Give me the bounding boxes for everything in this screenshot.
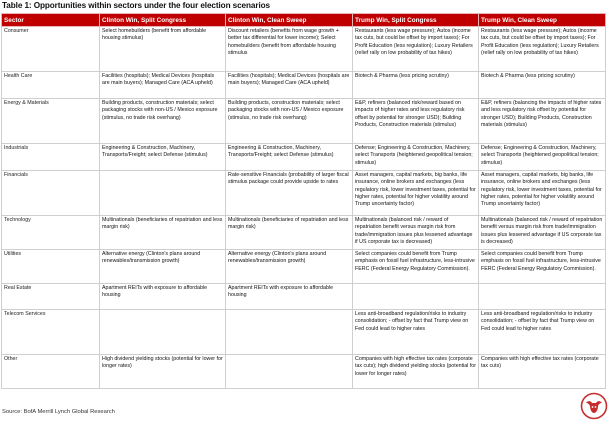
table-row xyxy=(2,216,606,250)
trump-sweep-cell: Companies with high effective tax rates (corporate tax cuts) xyxy=(479,355,606,389)
trump-sweep-cell: Select companies could benefit from Trump emphasis on fossil fuel infrastructure, less-intrusive FERC (Federal Energy Regulatory Commission). xyxy=(479,250,606,284)
clinton-sweep-cell xyxy=(226,355,353,389)
clinton-sweep-cell xyxy=(226,310,353,355)
trump-split-cell: Multinationals (balanced risk / reward of repatriation benefit versus margin risk from trade/immigration issues plus lessened advantage if US corporate tax is decreased) xyxy=(353,216,479,250)
clinton-split-cell xyxy=(100,310,226,355)
table-title: Table 1: Opportunities within sectors under the four election scenarios xyxy=(2,1,270,10)
sector-cell: Financials xyxy=(2,171,100,216)
table-row xyxy=(2,99,606,144)
table-row xyxy=(2,355,606,389)
clinton-split-cell xyxy=(100,171,226,216)
trump-split-cell: E&P, refiners (balanced risk/reward based on impacts of higher rates and less regulatory risk offset by potential for stronger USD); Building Products, Construction materials (stimulus) xyxy=(353,99,479,144)
trump-sweep-cell: Multinationals (balanced risk / reward of repatriation benefit versus margin risk from trade/immigration issues plus lessened advantage if US corporate tax is decreased) xyxy=(479,216,606,250)
clinton-sweep-cell: Engineering & Construction, Machinery, Transports/Freight; select Defense (stimulus) xyxy=(226,144,353,171)
header-trump-split: Trump Win, Split Congress xyxy=(353,14,479,27)
clinton-sweep-cell: Multinationals (beneficiaries of repatriation and less margin risk) xyxy=(226,216,353,250)
trump-split-cell: Restaurants (less wage pressure); Autos (income tax cuts, but could be offset by import taxes); For Profit Education (less regulation); Luxury Retailers (relief rally on low probability of tax hikes) xyxy=(353,27,479,72)
trump-split-cell: Companies with high effective tax rates (corporate tax cuts); high dividend yielding stocks (potential for lower for longer rates) xyxy=(353,355,479,389)
trump-sweep-cell: Less anti-broadband regulation/risks to industry consolidation; - offset by fact that Trump view on Fed could lead to higher rates xyxy=(479,310,606,355)
sector-cell: Telecom Services xyxy=(2,310,100,355)
table-row xyxy=(2,27,606,72)
trump-split-cell xyxy=(353,284,479,310)
trump-split-cell: Asset managers, capital markets, big banks, life insurance, online brokers and exchanges (less regulatory risk, lower investment taxes, potential for higher rates, potential for higher volatility around Trump uncertainty factor) xyxy=(353,171,479,216)
clinton-split-cell: High dividend yielding stocks (potential for lower for longer rates) xyxy=(100,355,226,389)
trump-sweep-cell xyxy=(479,284,606,310)
sector-cell: Industrials xyxy=(2,144,100,171)
trump-split-cell: Less anti-broadband regulation/risks to industry consolidation; - offset by fact that Trump view on Fed could lead to higher rates xyxy=(353,310,479,355)
trump-sweep-cell: Biotech & Pharma (less pricing scrutiny) xyxy=(479,72,606,99)
table-row xyxy=(2,144,606,171)
clinton-split-cell: Multinationals (beneficiaries of repatriation and less margin risk) xyxy=(100,216,226,250)
sector-cell: Real Estate xyxy=(2,284,100,310)
sector-cell: Utilities xyxy=(2,250,100,284)
header-clinton-split: Clinton Win, Split Congress xyxy=(100,14,226,27)
clinton-split-cell: Building products, construction materials; select packaging stocks with non-US / Mexico exposure (stimulus, no trade risk overhang) xyxy=(100,99,226,144)
header-trump-sweep: Trump Win, Clean Sweep xyxy=(479,14,606,27)
sector-cell: Technology xyxy=(2,216,100,250)
table-row xyxy=(2,72,606,99)
bull-logo-icon xyxy=(580,392,608,420)
trump-sweep-cell: E&P, refiners (balancing the impacts of higher rates and less regulatory risk offset by potential for stronger USD); Building Products, Construction materials (stimulus) xyxy=(479,99,606,144)
clinton-sweep-cell: Apartment REITs with exposure to affordable housing xyxy=(226,284,353,310)
header-sector: Sector xyxy=(2,14,100,27)
sector-cell: Other xyxy=(2,355,100,389)
clinton-split-cell: Alternative energy (Clinton's plans around renewables/transmission growth) xyxy=(100,250,226,284)
clinton-split-cell: Apartment REITs with exposure to affordable housing xyxy=(100,284,226,310)
table-row xyxy=(2,171,606,216)
trump-sweep-cell: Defense; Engineering & Construction, Machinery, select Transports (heightened geopolitical tension; stimulus) xyxy=(479,144,606,171)
table-row xyxy=(2,310,606,355)
trump-split-cell: Select companies could benefit from Trump emphasis on fossil fuel infrastructure, less-intrusive FERC (Federal Energy Regulatory Commission). xyxy=(353,250,479,284)
trump-sweep-cell: Asset managers, capital markets, big banks, life insurance, online brokers and exchanges (less regulatory risk, lower investment taxes, potential for higher rates, potential for higher volatility around Trump uncertainty factor) xyxy=(479,171,606,216)
scenario-table xyxy=(1,13,606,389)
table-row xyxy=(2,284,606,310)
sector-cell: Consumer xyxy=(2,27,100,72)
clinton-split-cell: Facilities (hospitals); Medical Devices (hospitals are main buyers); Managed Care (ACA upheld) xyxy=(100,72,226,99)
clinton-sweep-cell: Building products, construction materials; select packaging stocks with non-US / Mexico exposure (stimulus, no trade risk overhang) xyxy=(226,99,353,144)
clinton-split-cell: Select homebuilders (benefit from affordable housing stimulus) xyxy=(100,27,226,72)
clinton-split-cell: Engineering & Construction, Machinery, Transports/Freight; select Defense (stimulus) xyxy=(100,144,226,171)
header-clinton-sweep: Clinton Win, Clean Sweep xyxy=(226,14,353,27)
header-row xyxy=(2,14,606,27)
clinton-sweep-cell: Discount retailers (benefits from wage growth + better tax differential for lower income); Select homebuilders (benefit from affordable housing stimulus xyxy=(226,27,353,72)
source-note: Source: BofA Merrill Lynch Global Research xyxy=(2,409,115,415)
sector-cell: Energy & Materials xyxy=(2,99,100,144)
trump-split-cell: Biotech & Pharma (less pricing scrutiny) xyxy=(353,72,479,99)
trump-sweep-cell: Restaurants (less wage pressure); Autos (income tax cuts, but could be offset by import taxes); For Profit Education (less regulation); Luxury Retailers (relief rally on low probability of tax hikes) xyxy=(479,27,606,72)
clinton-sweep-cell: Rate-sensitive Financials (probability of larger fiscal stimulus package could provide upside to rates xyxy=(226,171,353,216)
table-row xyxy=(2,250,606,284)
trump-split-cell: Defense; Engineering & Construction, Machinery, select Transports (heightened geopolitical tension; stimulus) xyxy=(353,144,479,171)
clinton-sweep-cell: Alternative energy (Clinton's plans around renewables/transmission growth) xyxy=(226,250,353,284)
sector-cell: Health Care xyxy=(2,72,100,99)
clinton-sweep-cell: Facilities (hospitals); Medical Devices (hospitals are main buyers); Managed Care (ACA upheld) xyxy=(226,72,353,99)
